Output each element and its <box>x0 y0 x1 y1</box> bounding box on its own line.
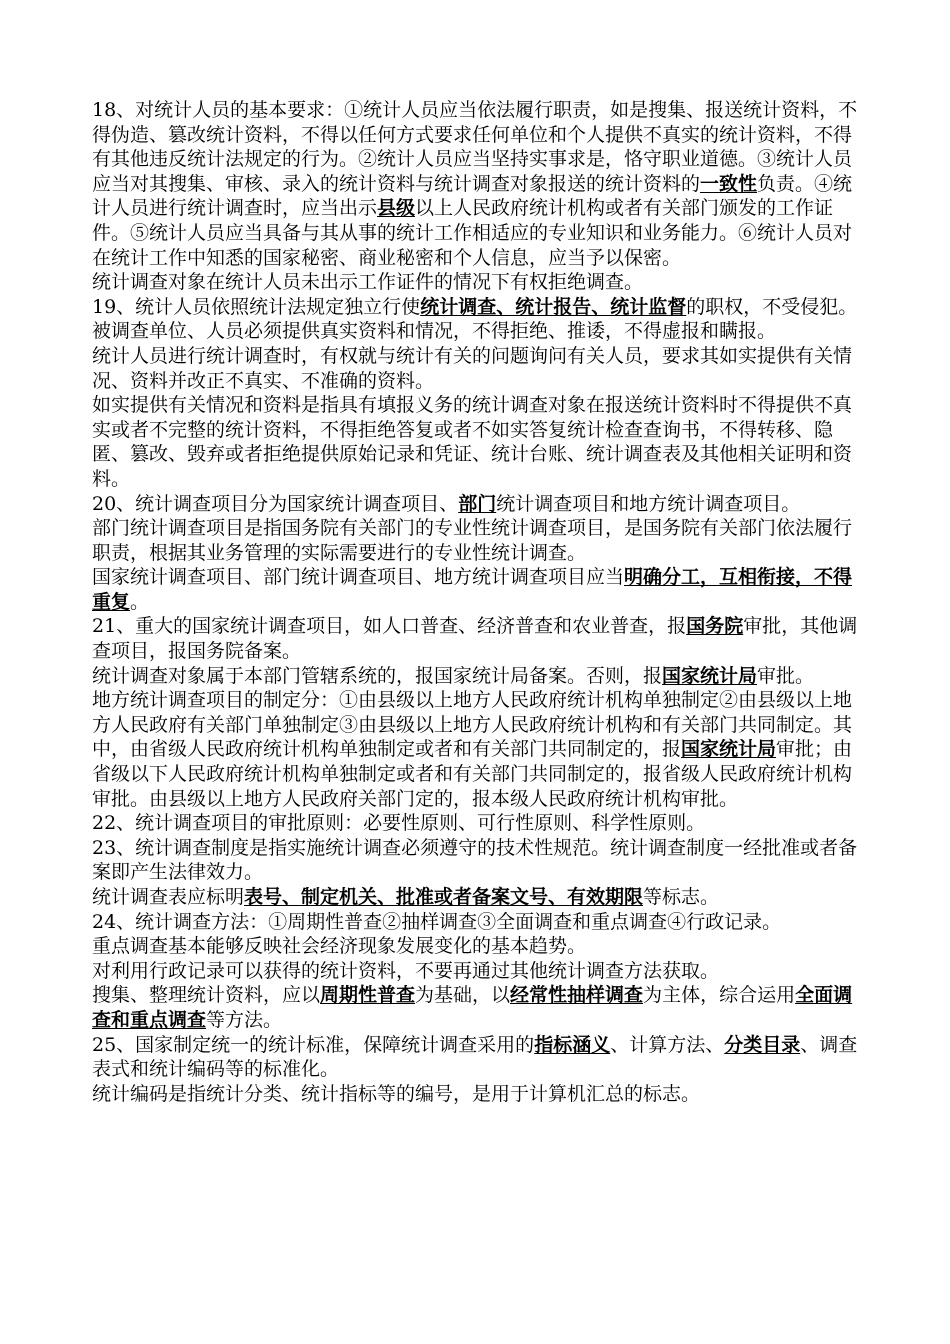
text-run: 等方法。 <box>206 1008 283 1031</box>
text-run: 为主体，综合运用 <box>643 984 796 1007</box>
paragraph <box>92 688 864 811</box>
paragraph <box>92 492 864 517</box>
paragraph <box>92 516 864 565</box>
key-term: 明确分工，互相衔接，不得重复 <box>92 566 853 613</box>
text-run: 24、统计调查方法：①周期性普查②抽样调查③全面调查和重点调查④行政记录。 <box>92 910 782 933</box>
text-run: 统计人员进行统计调查时，有权就与统计有关的问题询问有关人员，要求其如实提供有关情况、资料并改正不真实、不准确的资料。 <box>92 344 853 392</box>
text-run: 对利用行政记录可以获得的统计资料，不要再通过其他统计调查方法获取。 <box>92 959 720 982</box>
key-term: 统计调查、统计报告、统计监督 <box>420 295 687 318</box>
key-term: 全面调查和重点调查 <box>92 984 853 1031</box>
key-term: 国务院 <box>686 615 744 638</box>
text-run: 统计调查对象属于本部门管辖系统的，报国家统计局备案。否则，报 <box>92 664 663 687</box>
text-run: 23、统计调查制度是指实施统计调查必须遵守的技术性规范。统计调查制度一经批准或者备案即产生法律效力。 <box>92 836 858 884</box>
text-run: 被调查单位、人员必须提供真实资料和情况，不得拒绝、推诿，不得虚报和瞒报。 <box>92 320 777 343</box>
text-run: 搜集、整理统计资料，应以 <box>92 984 321 1007</box>
key-term: 国家统计局 <box>681 738 777 761</box>
key-term: 经常性抽样调查 <box>510 984 644 1007</box>
paragraph <box>92 98 864 270</box>
text-run: 统计调查表应标明 <box>92 886 245 908</box>
paragraph <box>92 1033 864 1082</box>
key-term: 县级 <box>377 197 416 220</box>
key-term: 一致性 <box>700 172 758 195</box>
paragraph <box>92 565 864 614</box>
paragraph <box>92 836 864 885</box>
text-run: 、计算方法、 <box>610 1033 725 1056</box>
text-run: 20、统计调查项目分为国家统计调查项目、 <box>92 492 459 515</box>
text-run: 为基础，以 <box>415 984 511 1007</box>
text-run: 以上人民政府统计机构或者有关部门颁发的工作证件。⑤统计人员应当具备与其从事的统计工作相适应的专业知识和业务能力。⑥统计人员对在统计工作中知悉的国家秘密、商业秘密和个人信息，应当予以保密。 <box>92 197 853 269</box>
text-run: 25、国家制定统一的统计标准，保障统计调查采用的 <box>92 1033 535 1056</box>
paragraph <box>92 393 864 491</box>
text-run: 审批。 <box>757 664 815 687</box>
text-run: 22、统计调查项目的审批原则：必要性原则、可行性原则、科学性原则。 <box>92 812 706 835</box>
key-term: 分类目录 <box>724 1033 801 1056</box>
paragraph <box>92 614 864 663</box>
text-run: 、调查表式和统计编码等的标准化。 <box>92 1033 858 1081</box>
text-run: 的职权，不受侵犯。 <box>686 295 858 318</box>
text-run: 部门统计调查项目是指国务院有关部门的专业性统计调查项目，是国务院有关部门依法履行职责，根据其业务管理的实际需要进行的专业性统计调查。 <box>92 517 853 564</box>
document-body <box>92 98 864 1106</box>
paragraph <box>92 959 864 984</box>
paragraph <box>92 295 864 320</box>
paragraph <box>92 270 864 295</box>
paragraph <box>92 983 864 1032</box>
text-run: 21、重大的国家统计调查项目，如人口普查、经济普查和农业普查，报 <box>92 615 687 638</box>
paragraph <box>92 910 864 935</box>
text-run: 地方统计调查项目的制定分：①由县级以上地方人民政府统计机构单独制定②由县级以上地方人民政府有关部门单独制定③由县级以上地方人民政府统计机构和有关部门共同制定。其中，由省级人民政府统计机构单独制定或者和有关部门共同制定的，报 <box>92 689 853 761</box>
text-run: 统计调查项目和地方统计调查项目。 <box>496 492 801 515</box>
text-run: 负责。④统计人员进行统计调查时，应当出示 <box>92 172 853 220</box>
text-run: 。 <box>130 590 150 613</box>
text-run: 等标志。 <box>643 886 720 908</box>
text-run: 统计调查对象在统计人员未出示工作证件的情况下有权拒绝调查。 <box>92 271 644 294</box>
key-term: 表号、制定机关、批准或者备案文号、有效期限 <box>244 886 644 908</box>
text-run: 如实提供有关情况和资料是指具有填报义务的统计调查对象在报送统计资料时不得提供不真实或者不完整的统计资料，不得拒绝答复或者不如实答复统计检查查询书，不得转移、隐匿、篡改、毁弃或者拒绝提供原始记录和凭证、统计台账、统计调查表及其他相关证明和资料。 <box>92 394 853 490</box>
text-run: 19、统计人员依照统计法规定独立行使 <box>92 295 421 318</box>
paragraph <box>92 811 864 836</box>
key-term: 周期性普查 <box>320 984 416 1007</box>
text-run: 审批；由省级以下人民政府统计机构单独制定或者和有关部门共同制定的，报省级人民政府统计机构审批。由县级以上地方人民政府关部门定的，报本级人民政府统计机构审批。 <box>92 738 853 810</box>
key-term: 国家统计局 <box>662 664 758 687</box>
key-term: 指标涵义 <box>534 1033 611 1056</box>
text-run: 18、对统计人员的基本要求：①统计人员应当依法履行职责，如是搜集、报送统计资料，不得伪造、篡改统计资料，不得以任何方式要求任何单位和个人提供不真实的统计资料，不得有其他违反统计法规定的行为。②统计人员应当坚持实事求是，恪守职业道德。③统计人员应当对其搜集、审核、录入的统计资料与统计调查对象报送的统计资料的 <box>92 99 858 195</box>
text-run: 重点调查基本能够反映社会经济现象发展变化的基本趋势。 <box>92 935 587 958</box>
paragraph <box>92 885 864 910</box>
text-run: 审批，其他调查项目，报国务院备案。 <box>92 615 858 663</box>
paragraph <box>92 319 864 344</box>
text-run: 国家统计调查项目、部门统计调查项目、地方统计调查项目应当 <box>92 566 625 589</box>
paragraph <box>92 934 864 959</box>
text-run: 统计编码是指统计分类、统计指标等的编号，是用于计算机汇总的标志。 <box>92 1082 701 1105</box>
paragraph <box>92 1082 864 1107</box>
paragraph <box>92 344 864 393</box>
paragraph <box>92 664 864 689</box>
key-term: 部门 <box>458 492 497 515</box>
